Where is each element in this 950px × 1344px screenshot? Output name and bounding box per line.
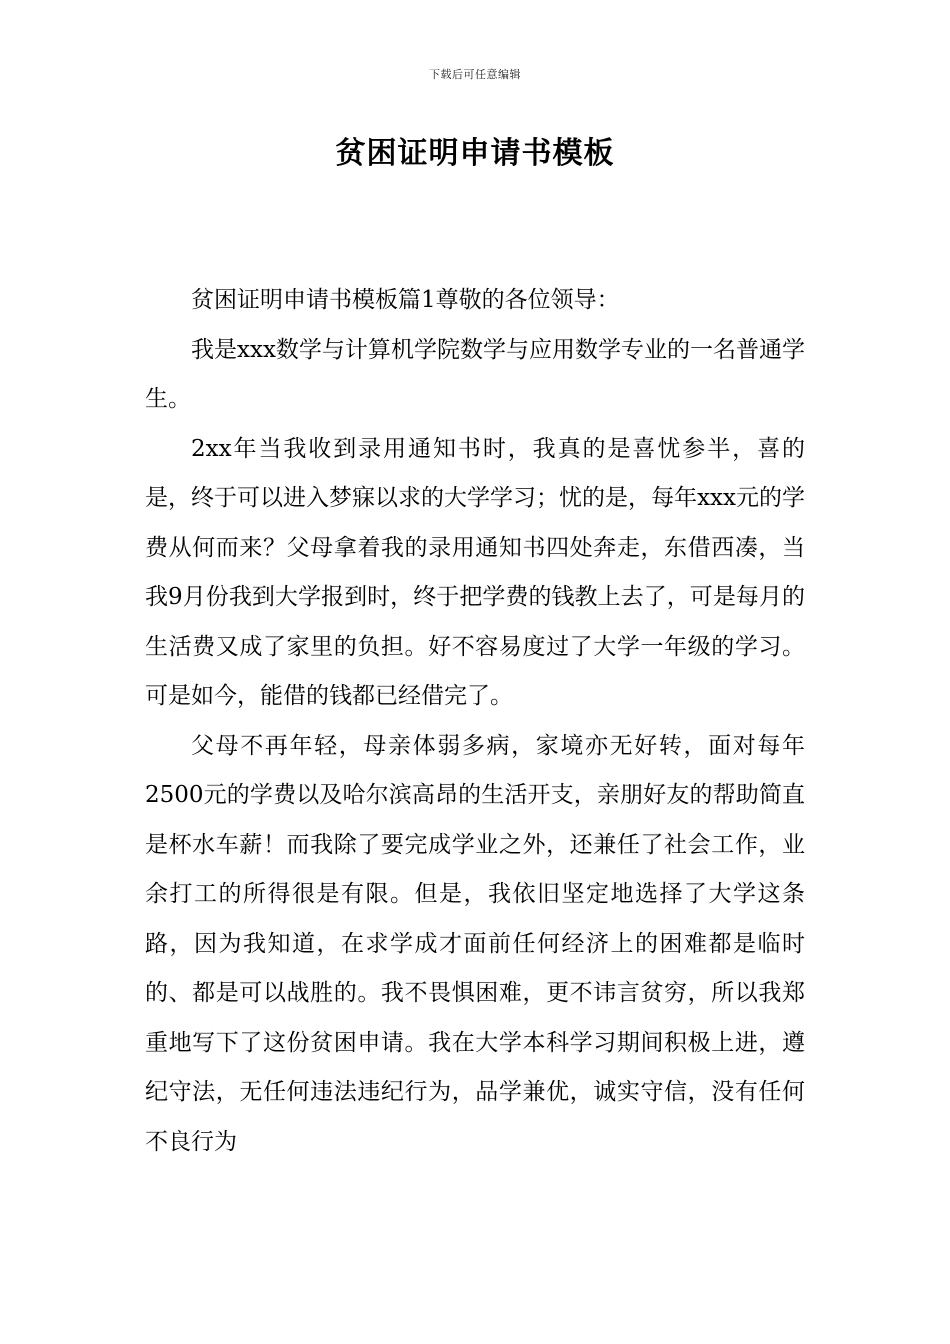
header-note: 下载后可任意编辑 [429, 68, 521, 81]
paragraph: 父母不再年轻，母亲体弱多病，家境亦无好转，面对每年2500元的学费以及哈尔滨高昂的生活开支，亲朋好友的帮助简直是杯水车薪！而我除了要完成学业之外，还兼任了社会工作，业余打工的所得很是有限。但是，我依旧坚定地选择了大学这条路，因为我知道，在求学成才面前任何经济上的困难都是临时的、都是可以战胜的。我不畏惧困难，更不讳言贫穷，所以我郑重地写下了这份贫困申请。我在大学本科学习期间积极上进，遵纪守法，无任何违法违纪行为，品学兼优，诚实守信，没有任何不良行为 [145, 732, 805, 1155]
paragraph: 贫困证明申请书模板篇1尊敬的各位领导： [191, 287, 620, 313]
document-title: 贫困证明申请书模板 [335, 136, 615, 171]
document-body [145, 276, 805, 1167]
paragraph: 我是xxx数学与计算机学院数学与应用数学专业的一名普通学生。 [145, 336, 805, 412]
paragraph: 2xx年当我收到录用通知书时，我真的是喜忧参半，喜的是，终于可以进入梦寐以求的大学学习；忧的是，每年xxx元的学费从何而来？父母拿着我的录用通知书四处奔走，东借西凑，当我9月份我到大学报到时，终于把学费的钱教上去了，可是每月的生活费又成了家里的负担。好不容易度过了大学一年级的学习。可是如今，能借的钱都已经借完了。 [145, 435, 805, 709]
